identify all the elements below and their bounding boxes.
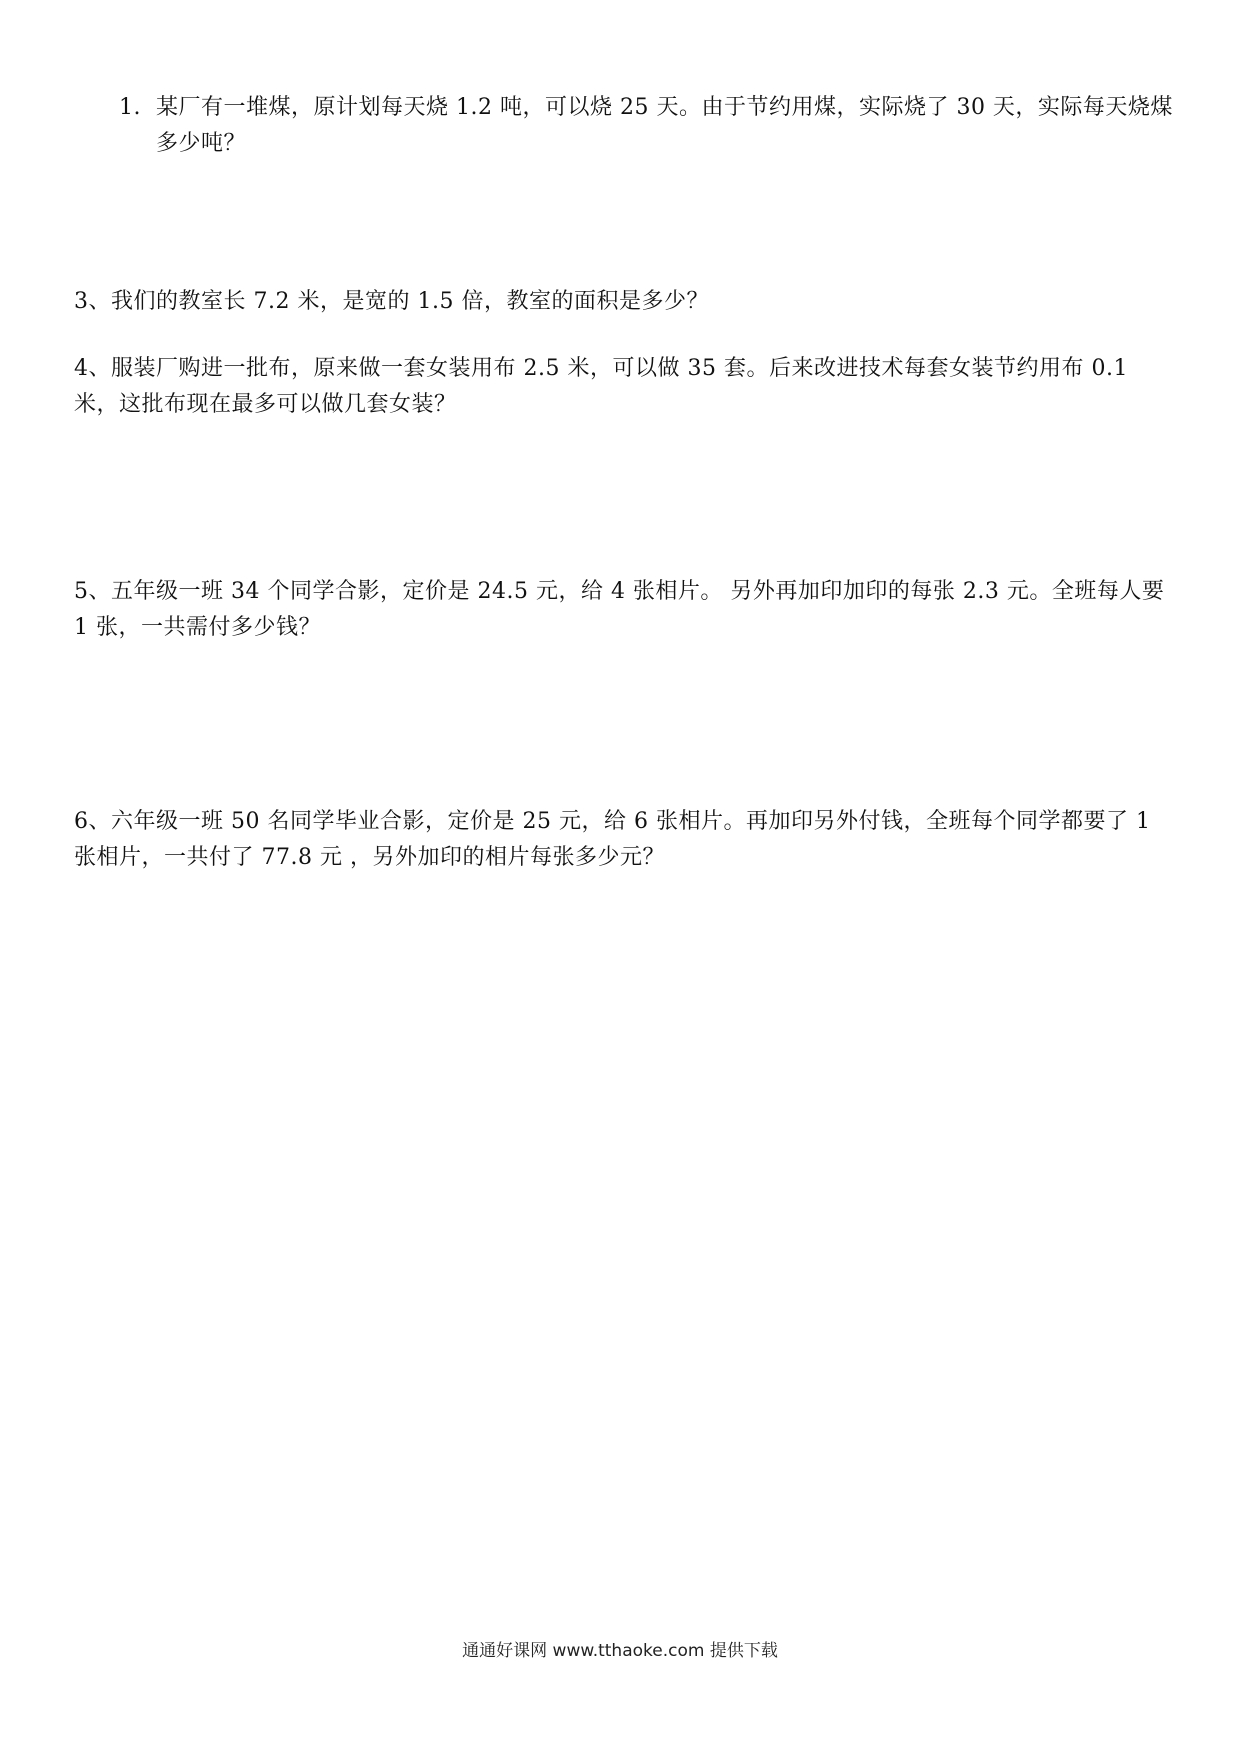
question-1-text: 某厂有一堆煤，原计划每天烧 1.2 吨，可以烧 25 天。由于节约用煤，实际烧了 30 天，实际每天烧煤多少吨？ [156, 95, 1173, 156]
question-3: 3、我们的教室长 7.2 米，是宽的 1.5 倍，教室的面积是多少？ [74, 289, 709, 314]
footer-source-note: 通通好课网 www.tthaoke.com 提供下载 [462, 1641, 778, 1661]
question-1 [119, 90, 1177, 162]
question-6: 6、六年级一班 50 名同学毕业合影，定价是 25 元，给 6 张相片。再加印另外付钱，全班每个同学都要了 1 张相片，一共付了 77.8 元 ，另外加印的相片每张多少元？ [74, 809, 1151, 870]
question-5: 5、五年级一班 34 个同学合影，定价是 24.5 元，给 4 张相片。 另外再加印加印的每张 2.3 元。全班每人要 1 张，一共需付多少钱？ [74, 579, 1165, 640]
question-4: 4、服装厂购进一批布，原来做一套女装用布 2.5 米，可以做 35 套。后来改进技术每套女装节约用布 0.1 米，这批布现在最多可以做几套女装？ [74, 356, 1128, 417]
question-1-number: 1. [119, 95, 141, 120]
